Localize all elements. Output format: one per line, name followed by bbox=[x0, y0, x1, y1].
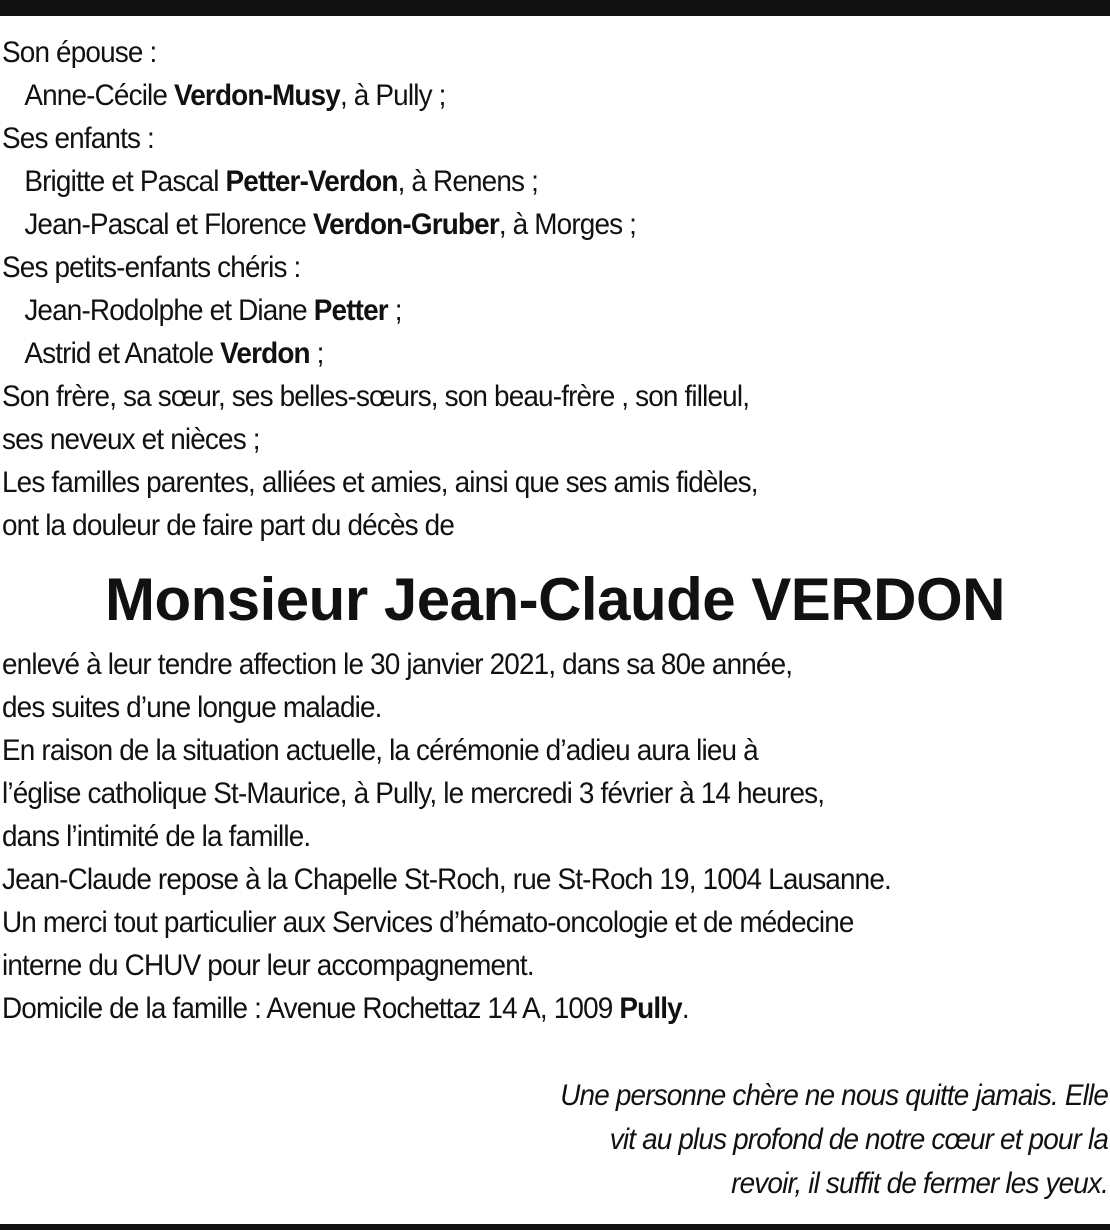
spouse-heading: Son épouse : bbox=[2, 36, 157, 69]
siblings-line-1: Son frère, sa sœur, ses belles-sœurs, son beau-frère , son filleul, bbox=[2, 380, 750, 413]
spouse-first-name: Anne-Cécile bbox=[24, 79, 175, 112]
spouse-surname: Verdon-Musy bbox=[174, 79, 340, 112]
child-2-first-names: Jean-Pascal et Florence bbox=[24, 208, 313, 241]
family-list bbox=[2, 31, 1106, 547]
grandchild-entry-2 bbox=[2, 332, 1029, 375]
details-line-7: Un merci tout particulier aux Services d’hémato-oncologie et de médecine bbox=[2, 906, 854, 939]
quote-line-2: vit au plus profond de notre cœur et pour la bbox=[609, 1123, 1108, 1156]
grandchild-2-surname: Verdon bbox=[220, 337, 310, 370]
child-2-surname: Verdon-Gruber bbox=[312, 208, 499, 241]
grandchild-1-first-names: Jean-Rodolphe et Diane bbox=[24, 294, 314, 327]
grandchild-2-punctuation: ; bbox=[309, 337, 324, 370]
grandchild-1-punctuation: ; bbox=[387, 294, 402, 327]
child-1-first-names: Brigitte et Pascal bbox=[24, 165, 226, 198]
grandchildren-heading: Ses petits-enfants chéris : bbox=[2, 251, 301, 284]
address-town: Pully bbox=[619, 992, 682, 1025]
families-line-2: ont la douleur de faire part du décès de bbox=[2, 509, 455, 542]
grandchild-1-surname: Petter bbox=[313, 294, 388, 327]
grandchild-entry-1 bbox=[2, 289, 1029, 332]
top-border-rule bbox=[0, 0, 1110, 16]
spouse-entry bbox=[2, 74, 1029, 117]
announcement-details bbox=[2, 643, 1106, 1030]
children-heading: Ses enfants : bbox=[2, 122, 154, 155]
address-punctuation: . bbox=[681, 992, 689, 1025]
deceased-name-heading: Monsieur Jean-Claude VERDON bbox=[104, 566, 1005, 633]
details-line-8: interne du CHUV pour leur accompagnement. bbox=[2, 949, 534, 982]
child-entry-1 bbox=[2, 160, 1029, 203]
siblings-line-2: ses neveux et nièces ; bbox=[2, 423, 260, 456]
bottom-border-rule bbox=[0, 1224, 1110, 1230]
details-line-3: En raison de la situation actuelle, la cérémonie d’adieu aura lieu à bbox=[2, 734, 758, 767]
grandchild-2-first-names: Astrid et Anatole bbox=[24, 337, 221, 370]
quote-line-1: Une personne chère ne nous quitte jamais. Elle bbox=[560, 1079, 1108, 1112]
families-line-1: Les familles parentes, alliées et amies, ainsi que ses amis fidèles, bbox=[2, 466, 758, 499]
details-line-4: l’église catholique St-Maurice, à Pully, le mercredi 3 février à 14 heures, bbox=[2, 777, 825, 810]
child-1-surname: Petter-Verdon bbox=[225, 165, 398, 198]
details-line-1: enlevé à leur tendre affection le 30 janvier 2021, dans sa 80e année, bbox=[2, 648, 793, 681]
closing-quote bbox=[388, 1074, 1108, 1206]
child-1-location: , à Renens ; bbox=[397, 165, 538, 198]
address-text: Domicile de la famille : Avenue Rochettaz 14 A, 1009 bbox=[2, 992, 620, 1025]
child-2-location: , à Morges ; bbox=[498, 208, 637, 241]
details-line-5: dans l’intimité de la famille. bbox=[2, 820, 311, 853]
quote-line-3: revoir, il suffit de fermer les yeux. bbox=[731, 1167, 1108, 1200]
child-entry-2 bbox=[2, 203, 1029, 246]
family-address bbox=[2, 987, 1029, 1030]
spouse-location: , à Pully ; bbox=[339, 79, 446, 112]
details-line-6: Jean-Claude repose à la Chapelle St-Roch, rue St-Roch 19, 1004 Lausanne. bbox=[2, 863, 891, 896]
details-line-2: des suites d’une longue maladie. bbox=[2, 691, 382, 724]
